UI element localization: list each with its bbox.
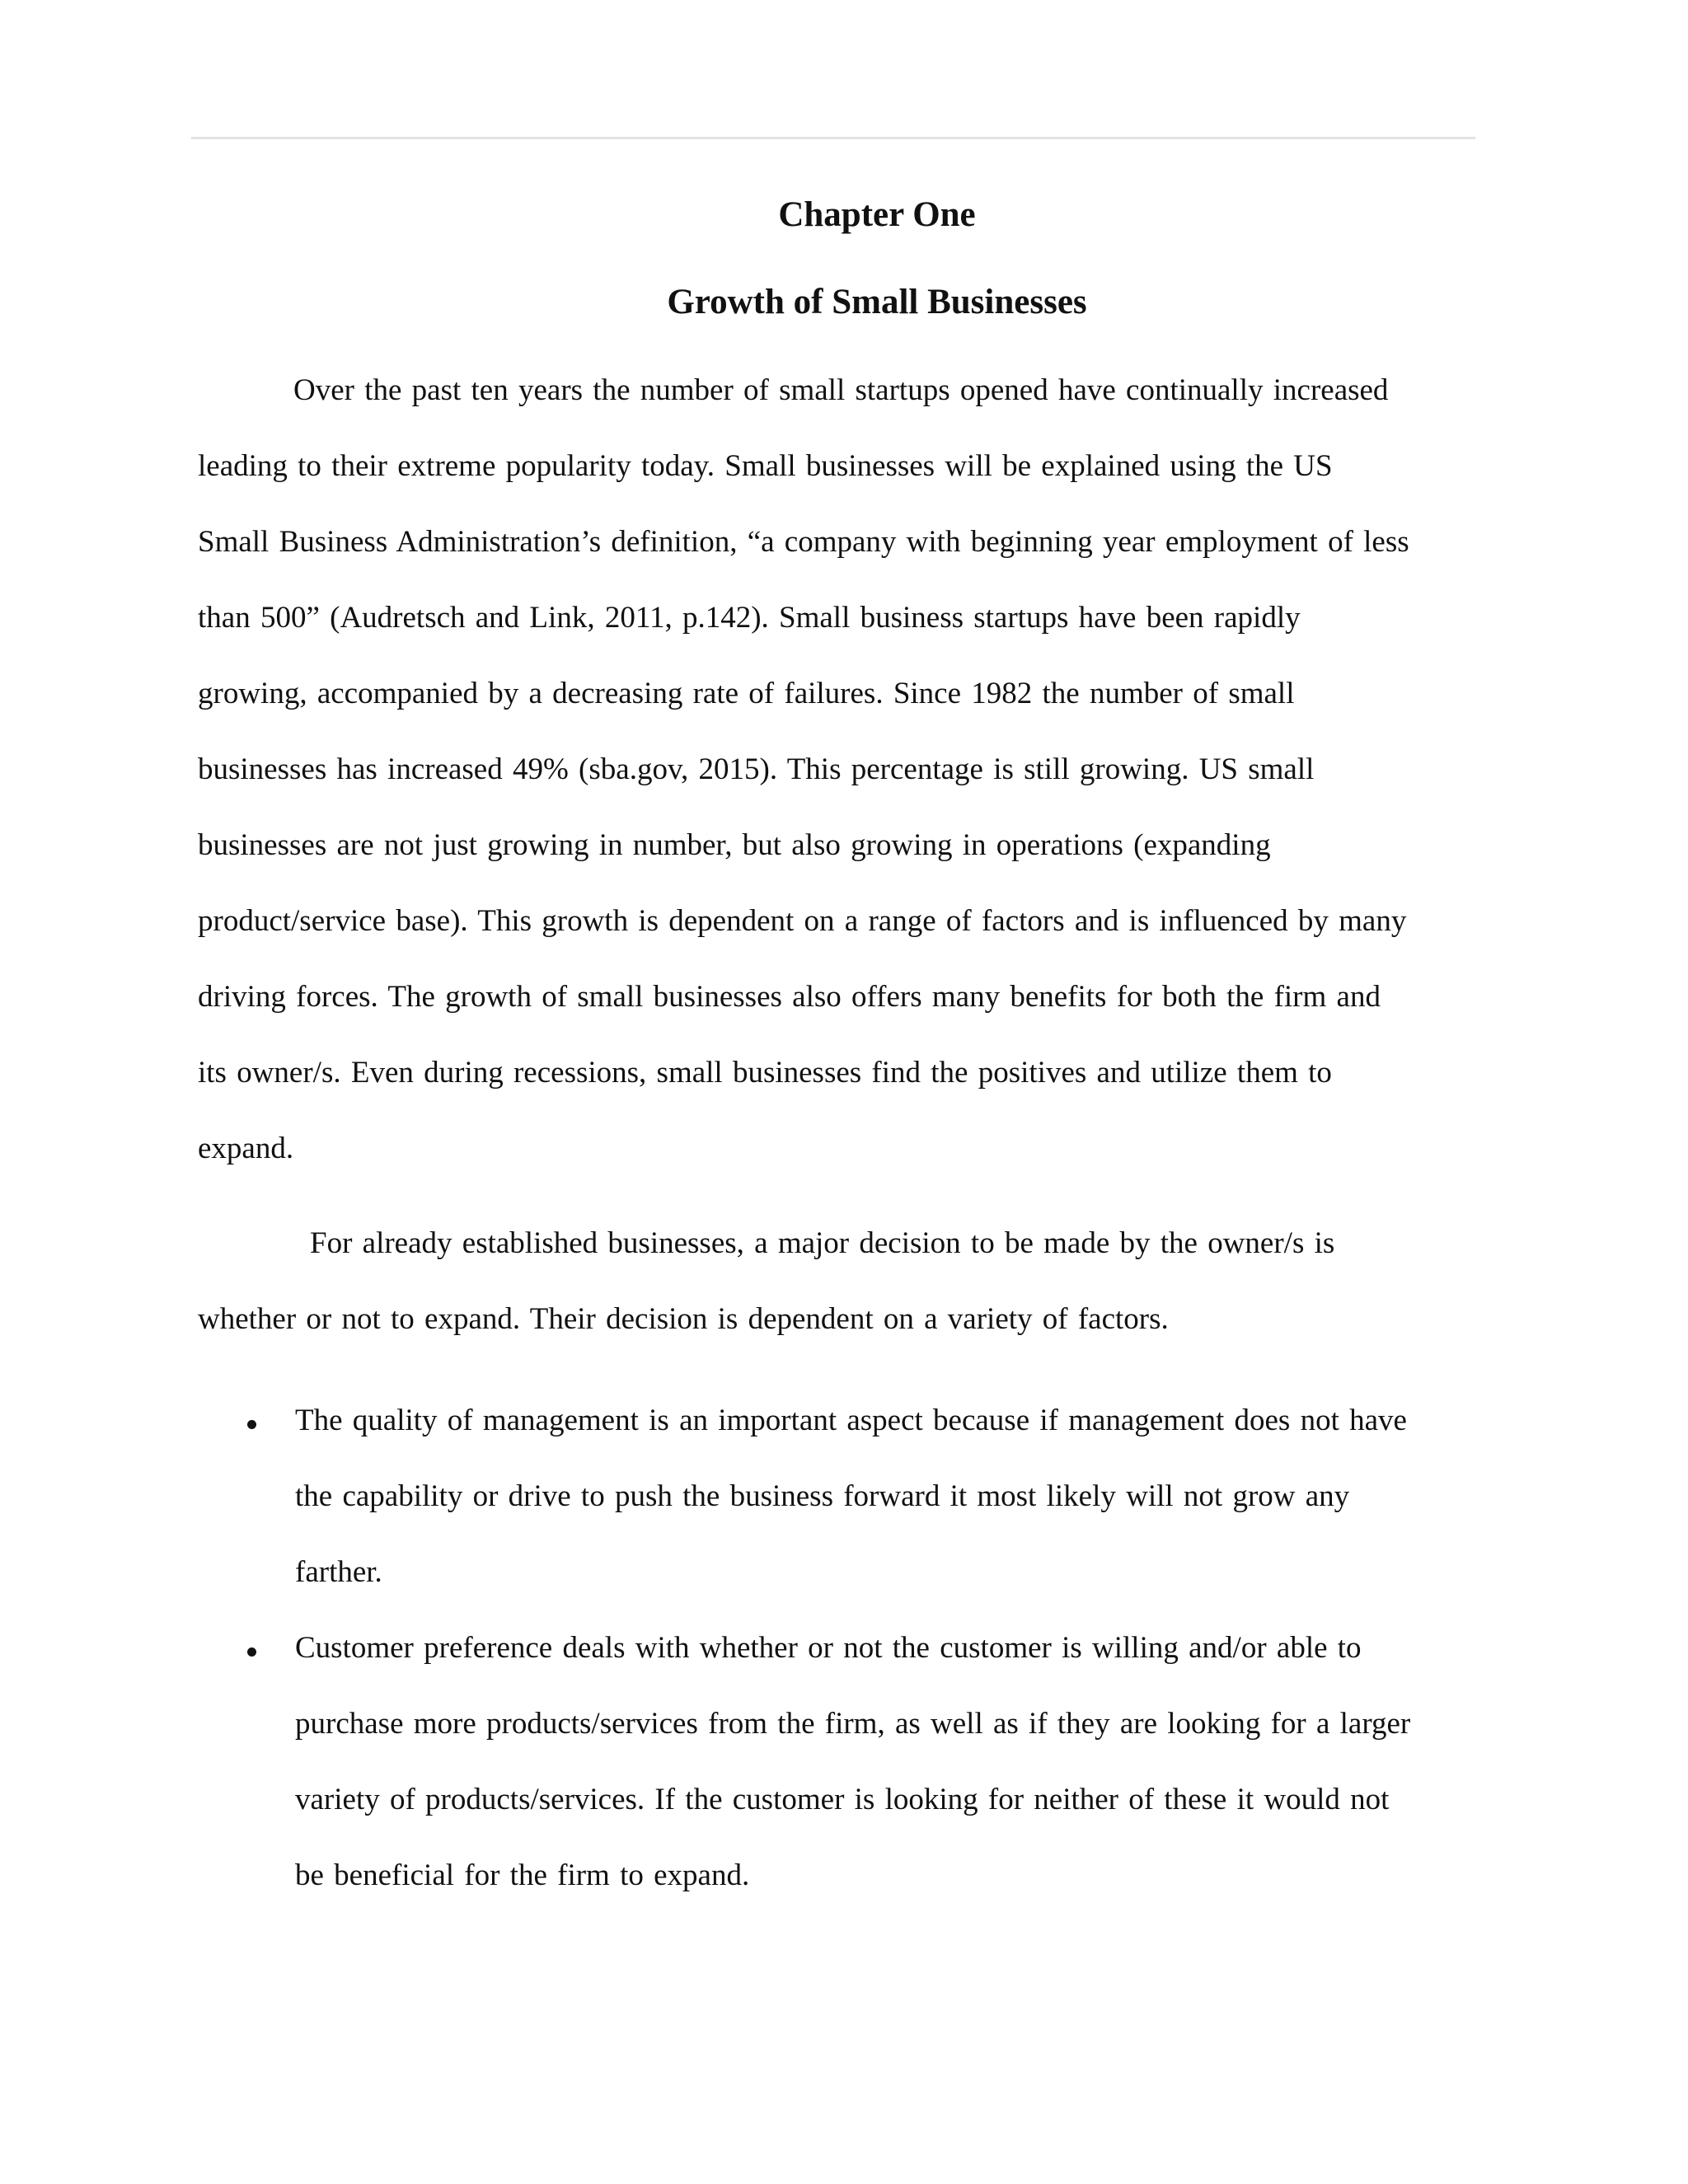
- paragraph-line: growing, accompanied by a decreasing rate of failures. Since 1982 the number of small: [198, 677, 1295, 710]
- bullet-line: the capability or drive to push the business forward it most likely will not grow any: [295, 1479, 1350, 1513]
- paragraph-line: Small Business Administration’s definition, “a company with beginning year employment of less: [198, 525, 1409, 559]
- paragraph-line: Over the past ten years the number of small startups opened have continually increased: [293, 373, 1389, 407]
- paragraph-line: its owner/s. Even during recessions, small businesses find the positives and utilize them to: [198, 1056, 1332, 1090]
- bullet-icon: [247, 1420, 256, 1429]
- bullet-line: be beneficial for the firm to expand.: [295, 1858, 750, 1892]
- header-divider: [191, 137, 1475, 139]
- bullet-line: purchase more products/services from the firm, as well as if they are looking for a larger: [295, 1707, 1411, 1741]
- bullet-line: Customer preference deals with whether or not the customer is willing and/or able to: [295, 1631, 1362, 1665]
- paragraph-line: businesses are not just growing in number, but also growing in operations (expanding: [198, 828, 1271, 862]
- bullet-line: The quality of management is an important aspect because if management does not have: [295, 1404, 1407, 1437]
- paragraph-line: driving forces. The growth of small businesses also offers many benefits for both the firm and: [198, 980, 1381, 1014]
- bullet-icon: [247, 1647, 256, 1657]
- paragraph-line: expand.: [198, 1132, 294, 1165]
- paragraph-line: whether or not to expand. Their decision is dependent on a variety of factors.: [198, 1302, 1169, 1336]
- paragraph-line: than 500” (Audretsch and Link, 2011, p.142). Small business startups have been rapidly: [198, 601, 1301, 635]
- chapter-title: Chapter One: [778, 195, 976, 234]
- bullet-line: variety of products/services. If the customer is looking for neither of these it would not: [295, 1783, 1390, 1816]
- chapter-subtitle: Growth of Small Businesses: [667, 283, 1087, 321]
- bullet-line: farther.: [295, 1555, 382, 1589]
- paragraph-line: businesses has increased 49% (sba.gov, 2015). This percentage is still growing. US small: [198, 752, 1315, 786]
- paragraph-line: For already established businesses, a major decision to be made by the owner/s is: [310, 1226, 1335, 1260]
- paragraph-line: product/service base). This growth is dependent on a range of factors and is influenced by many: [198, 904, 1407, 938]
- paragraph-line: leading to their extreme popularity today. Small businesses will be explained using the US: [198, 449, 1333, 483]
